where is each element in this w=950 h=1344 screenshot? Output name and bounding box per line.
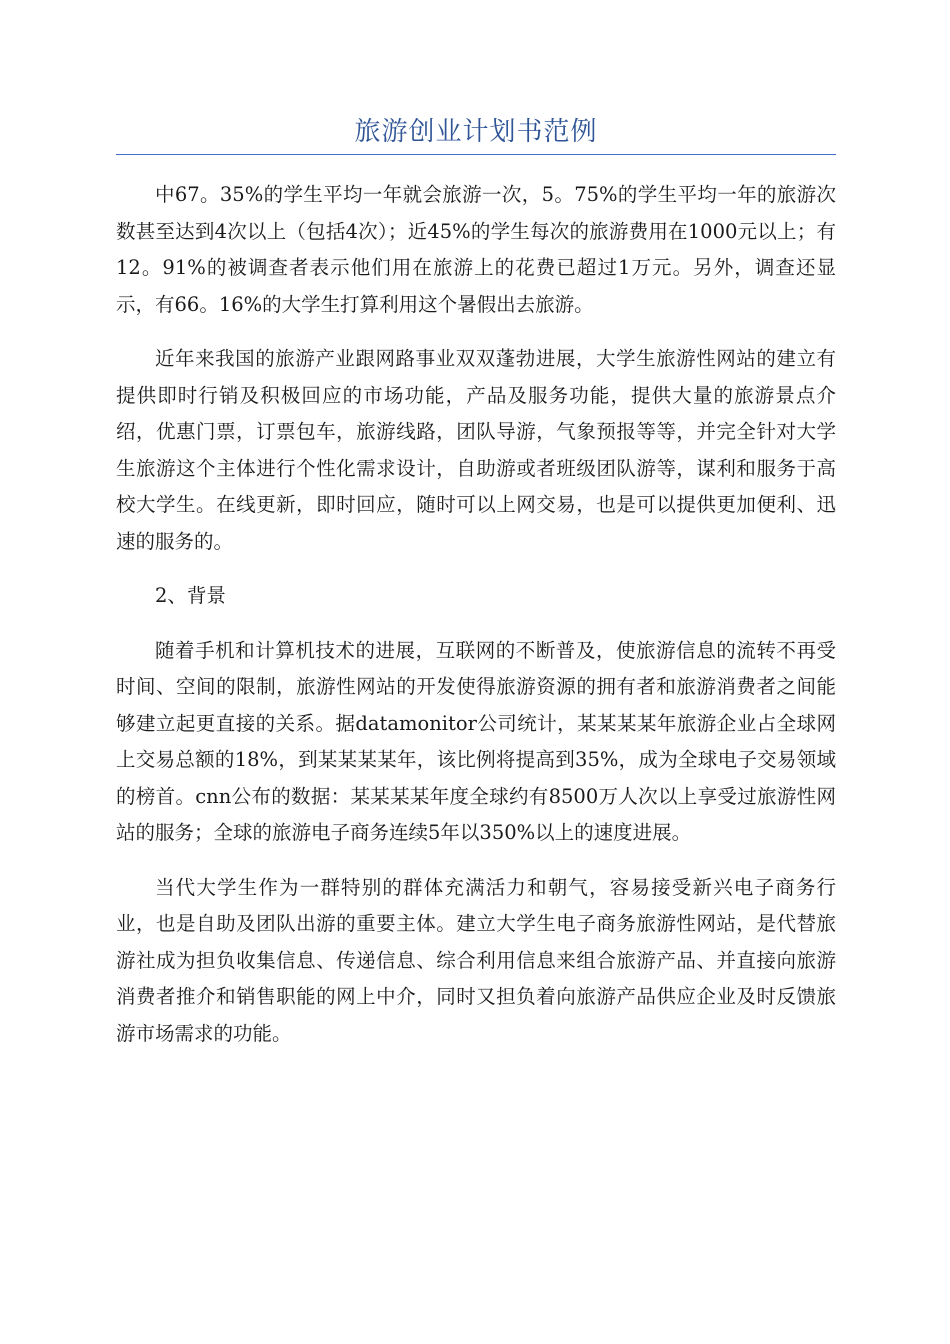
- section-heading-background: 2、背景: [155, 584, 226, 607]
- document-body: [116, 177, 836, 1070]
- paragraph-internet-background: 随着手机和计算机技术的进展，互联网的不断普及，使旅游信息的流转不再受时间、空间的限制，旅游性网站的开发使得旅游资源的拥有者和旅游消费者之间能够建立起更直接的关系。据datamonitor公司统计，某某某某年旅游企业占全球网上交易总额的18%，到某某某某年，该比例将提高到35%，成为全球电子交易领域的榜首。cnn公布的数据：某某某某年度全球约有8500万人次以上享受过旅游性网站的服务；全球的旅游电子商务连续5年以350%以上的速度进展。: [116, 638, 836, 844]
- paragraph-survey-stats: 中67。35%的学生平均一年就会旅游一次，5。75%的学生平均一年的旅游次数甚至达到4次以上（包括4次）；近45%的学生每次的旅游费用在1000元以上；有12。91%的被调查者表示他们用在旅游上的花费已超过1万元。另外，调查还显示，有66。16%的大学生打算利用这个暑假出去旅游。: [116, 183, 836, 316]
- paragraph-industry-development: 近年来我国的旅游产业跟网路事业双双蓬勃进展，大学生旅游性网站的建立有提供即时行销及积极回应的市场功能，产品及服务功能，提供大量的旅游景点介绍，优惠门票，订票包车，旅游线路，团队导游，气象预报等等，并完全针对大学生旅游这个主体进行个性化需求设计，自助游或者班级团队游等，谋利和服务于高校大学生。在线更新，即时回应，随时可以上网交易，也是可以提供更加便利、迅速的服务的。: [116, 347, 836, 553]
- paragraph-student-market: 当代大学生作为一群特别的群体充满活力和朝气，容易接受新兴电子商务行业，也是自助及团队出游的重要主体。建立大学生电子商务旅游性网站，是代替旅游社成为担负收集信息、传递信息、综合利用信息来组合旅游产品、并直接向旅游消费者推介和销售职能的网上中介，同时又担负着向旅游产品供应企业及时反馈旅游市场需求的功能。: [116, 875, 836, 1045]
- page-title: 旅游创业计划书范例: [354, 117, 598, 147]
- title-underline: [116, 154, 836, 155]
